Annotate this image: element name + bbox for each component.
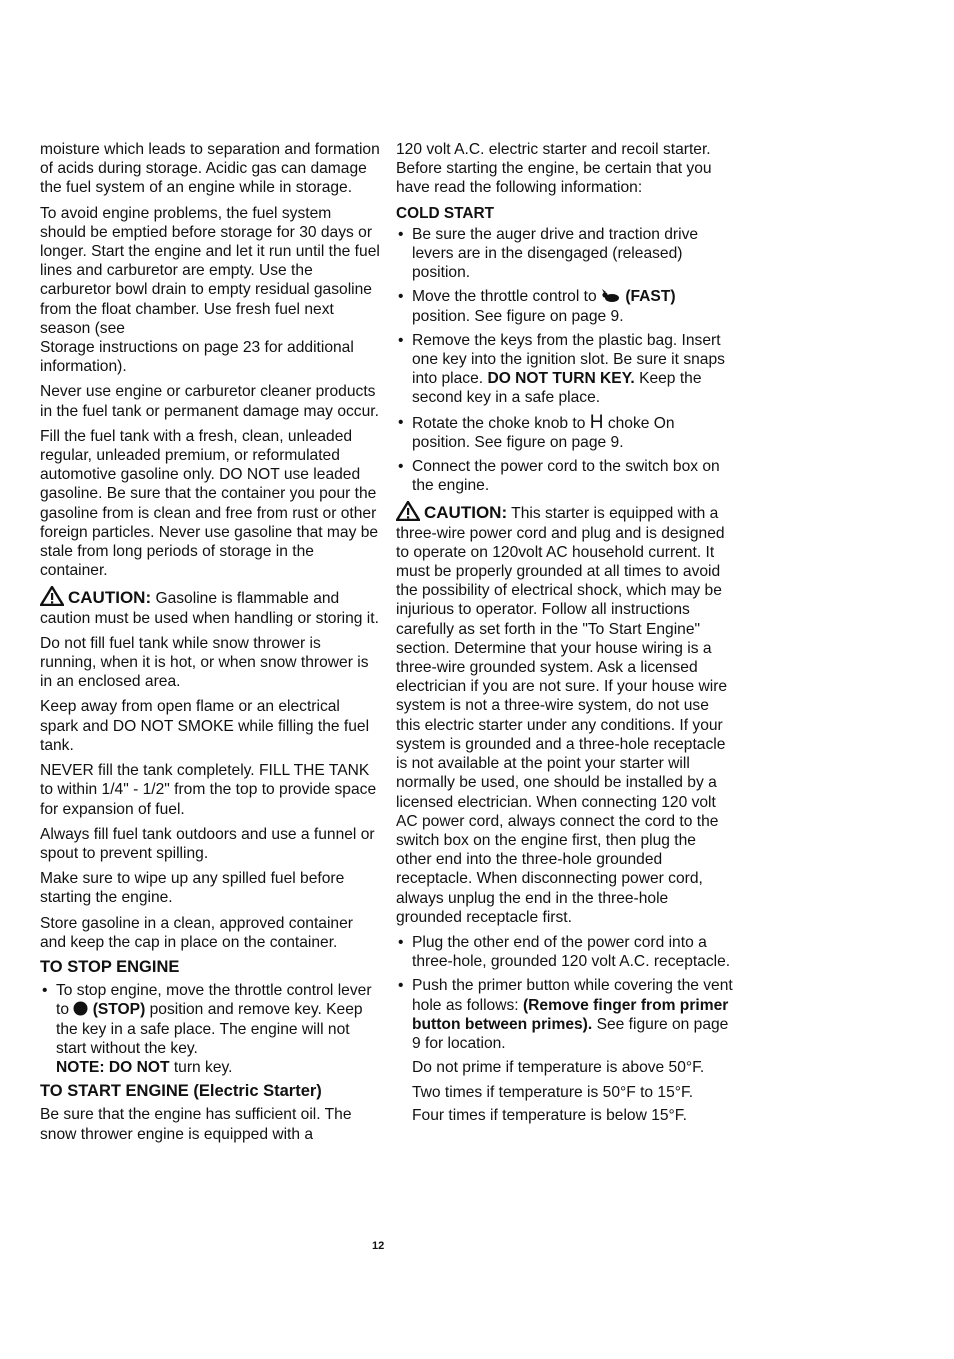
throttle-text-a: Move the throttle control to bbox=[412, 288, 597, 306]
prime-above-50: Do not prime if temperature is above 50°F. bbox=[412, 1059, 705, 1077]
choke-symbol: H bbox=[589, 411, 604, 433]
connect-list bbox=[396, 933, 734, 1053]
paragraph-fill-tank: Fill the fuel tank with a fresh, clean, unleaded regular, unleaded premium, or reformulated automotive gasoline only. DO NOT use leaded gasoline. Be sure that the container you pour the gasoline from is clean and free from rust or other foreign particles. Never use gasoline that may be stale from long periods of storage in the container. bbox=[40, 427, 379, 580]
stop-text-c: position and remove key. Keep the key in a safe place. The engine will not start without the key. bbox=[56, 1001, 363, 1057]
stop-engine-list bbox=[40, 981, 380, 1077]
cold-start-list bbox=[396, 225, 734, 496]
rabbit-icon bbox=[601, 289, 621, 303]
caution-text: This starter is equipped with a three-wire power cord and plug and is designed to operate on 120volt AC household current. It must be properly grounded at all times to avoid the possibility of electrical shock, which may be injurious to operator. Follow all instructions carefully as set forth in the "To Start Engine" section. Determine that your house wiring is a three-wire grounded system. Ask a licensed electrician if you are not sure. If your house wire system is not a three-wire system, do not use this electric starter under any conditions. If your system is grounded and a three-hole receptacle is not available at the point your starter will normally be used, one should be installed by a licensed electrician. When connecting 120 volt AC power cord, always connect the cord to the switch box on the engine first, then plug the other end into the three-hole grounded receptacle. When disconnecting power cord, always unplug the end in the three-hole grounded receptacle first. bbox=[396, 505, 728, 926]
heading-cold-start: COLD START bbox=[396, 204, 495, 222]
list-item bbox=[40, 981, 380, 1077]
paragraph-no-fill-running: Do not fill fuel tank while snow thrower is running, when it is hot, or when snow thrower is in an enclosed area. bbox=[40, 634, 369, 691]
choke-text-a: Rotate the choke knob to bbox=[412, 414, 586, 432]
page-number: 12 bbox=[372, 1240, 385, 1252]
list-item bbox=[396, 413, 734, 452]
primer-text-b: (Remove finger from primer button between primes). bbox=[412, 996, 729, 1033]
stop-text-a: To stop engine, move the throttle control lever to bbox=[56, 982, 372, 1019]
paragraph-outdoors: Always fill fuel tank outdoors and use a funnel or spout to prevent spilling. bbox=[40, 825, 375, 862]
note-label: NOTE: DO NOT bbox=[56, 1058, 170, 1076]
caution-label: CAUTION: bbox=[424, 503, 508, 523]
heading-start-engine: TO START ENGINE (Electric Starter) bbox=[40, 1082, 322, 1101]
warning-triangle-icon bbox=[396, 501, 420, 521]
note-text: turn key. bbox=[173, 1058, 233, 1076]
caution-gasoline bbox=[40, 586, 380, 627]
caution-label: CAUTION: bbox=[68, 588, 152, 608]
prime-below-15: Four times if temperature is below 15°F. bbox=[412, 1106, 687, 1124]
heading-stop-engine: TO STOP ENGINE bbox=[40, 957, 180, 976]
primer-text-a: Push the primer button while covering the vent hole as follows: bbox=[412, 977, 733, 1014]
throttle-text-c: position. See figure on page 9. bbox=[412, 307, 624, 325]
paragraph-store: Store gasoline in a clean, approved container and keep the cap in place on the container. bbox=[40, 914, 353, 951]
list-item: • Connect the power cord to the switch box on the engine. bbox=[396, 457, 734, 495]
caution-electric bbox=[396, 501, 734, 926]
do-not-turn-key: DO NOT TURN KEY. bbox=[487, 370, 635, 388]
keys-text-c: Keep the second key in a safe place. bbox=[412, 370, 702, 407]
list-item bbox=[396, 287, 734, 325]
choke-text-b: choke On position. See figure on page 9. bbox=[412, 414, 675, 451]
stop-label: (STOP) bbox=[92, 1001, 146, 1019]
paragraph-cleaner: Never use engine or carburetor cleaner products in the fuel tank or permanent damage may occur. bbox=[40, 383, 379, 420]
paragraph-sufficient-oil: Be sure that the engine has sufficient oil. The snow thrower engine is equipped with a bbox=[40, 1106, 352, 1143]
caution-text: Gasoline is flammable and caution must be used when handling or storing it. bbox=[40, 590, 379, 627]
list-item: • Be sure the auger drive and traction drive levers are in the disengaged (released) position. bbox=[396, 225, 734, 283]
left-column bbox=[40, 140, 380, 1150]
list-item bbox=[396, 976, 734, 1053]
fast-label: (FAST) bbox=[625, 288, 676, 306]
paragraph-flame: Keep away from open flame or an electrical spark and DO NOT SMOKE while filling the fuel tank. bbox=[40, 698, 370, 754]
prime-50-to-15: Two times if temperature is 50°F to 15°F. bbox=[412, 1084, 694, 1102]
paragraph-wipe: Make sure to wipe up any spilled fuel before starting the engine. bbox=[40, 870, 345, 907]
list-item bbox=[396, 331, 734, 408]
primer-text-c: See figure on page 9 for location. bbox=[412, 1015, 729, 1052]
right-column bbox=[396, 140, 734, 1131]
warning-triangle-icon bbox=[40, 586, 64, 606]
stop-icon bbox=[73, 1001, 88, 1016]
paragraph-moisture: moisture which leads to separation and formation of acids during storage. Acidic gas can damage the fuel system of an engine while in storage. bbox=[40, 141, 380, 197]
paragraph-never-fill: NEVER fill the tank completely. FILL THE TANK to within 1/4" - 1/2" from the top to provide space for expansion of fuel. bbox=[40, 762, 377, 818]
paragraph-storage-ref: Storage instructions on page 23 for additional information). bbox=[40, 339, 354, 376]
paragraph-avoid-problems bbox=[40, 204, 380, 377]
paragraph-avoid-problems-text: To avoid engine problems, the fuel system should be emptied before storage for 30 days or longer. Start the engine and let it run until the fuel lines and carburetor are empty. Use the carburetor bowl drain to empty residual gasoline from the float chamber. Use fresh fuel next season (see bbox=[40, 204, 380, 337]
paragraph-starter: 120 volt A.C. electric starter and recoil starter. Before starting the engine, be certain that you have read the following information: bbox=[396, 141, 712, 197]
keys-text-a: Remove the keys from the plastic bag. Insert one key into the ignition slot. Be sure it snaps into place. bbox=[412, 331, 725, 388]
list-item: • Plug the other end of the power cord into a three-hole, grounded 120 volt A.C. receptacle. bbox=[396, 933, 734, 971]
